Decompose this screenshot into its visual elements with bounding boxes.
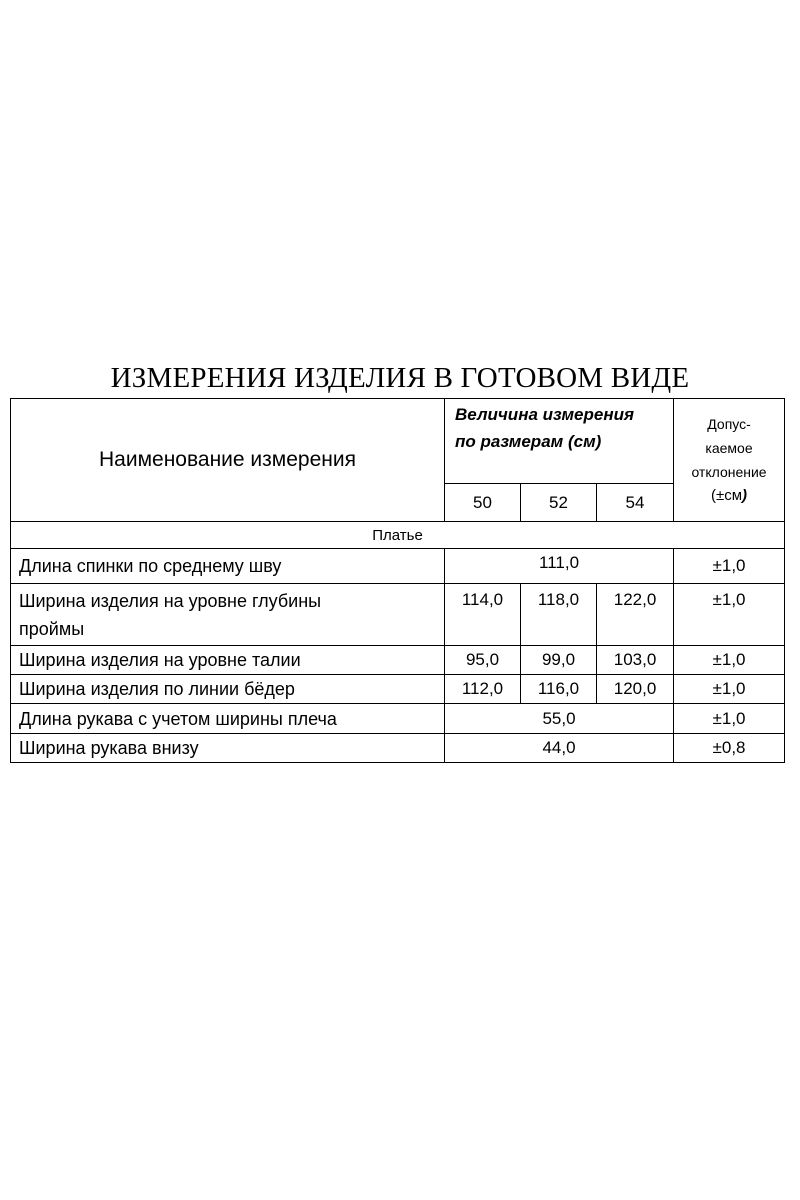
tolerance-unit-open: (±см xyxy=(711,487,743,504)
measurement-value: 95,0 xyxy=(445,646,521,675)
measurement-tolerance: ±1,0 xyxy=(674,646,785,675)
section-row xyxy=(11,522,785,549)
tolerance-header-line1: Допус- xyxy=(707,416,751,432)
measurement-value: 55,0 xyxy=(445,704,674,734)
table-row xyxy=(11,549,785,584)
table-row xyxy=(11,646,785,675)
measurement-name: Длина спинки по среднему шву xyxy=(11,549,445,584)
table-row xyxy=(11,584,785,646)
measurement-name-header-label: Наименование измерения xyxy=(99,448,356,471)
measurement-name: Ширина изделия на уровне талии xyxy=(11,646,445,675)
size-52: 52 xyxy=(521,484,597,522)
section-label: Платье xyxy=(11,522,785,549)
measurement-value: 44,0 xyxy=(445,734,674,763)
measurement-value: 116,0 xyxy=(521,675,597,704)
size-54: 54 xyxy=(597,484,674,522)
value-header-line1: Величина измерения xyxy=(455,405,635,424)
measurement-value: 112,0 xyxy=(445,675,521,704)
tolerance-header-line3: отклонение xyxy=(691,464,767,480)
document-title: ИЗМЕРЕНИЯ ИЗДЕЛИЯ В ГОТОВОМ ВИДЕ xyxy=(110,362,690,394)
measurement-value: 111,0 xyxy=(445,549,674,584)
measurements-table xyxy=(10,398,785,763)
tolerance-header xyxy=(674,399,785,522)
measurement-value: 114,0 xyxy=(445,584,521,646)
measurement-tolerance: ±1,0 xyxy=(674,584,785,646)
measurement-value: 103,0 xyxy=(597,646,674,675)
measurement-name: Ширина изделия по линии бёдер xyxy=(11,675,445,704)
measurement-value: 118,0 xyxy=(521,584,597,646)
measurement-value: 120,0 xyxy=(597,675,674,704)
tolerance-header-line2: каемое xyxy=(705,440,753,456)
size-50: 50 xyxy=(445,484,521,522)
tolerance-unit-close: ) xyxy=(742,487,748,504)
table-row xyxy=(11,675,785,704)
measurement-name-line2: проймы xyxy=(19,618,85,639)
measurement-name: Ширина рукава внизу xyxy=(11,734,445,763)
measurement-tolerance: ±1,0 xyxy=(674,675,785,704)
measurement-name-header xyxy=(11,399,445,522)
measurement-value: 122,0 xyxy=(597,584,674,646)
measurement-name xyxy=(11,584,445,646)
measurement-name: Длина рукава с учетом ширины плеча xyxy=(11,704,445,734)
table-row xyxy=(11,734,785,763)
table-row xyxy=(11,704,785,734)
header-row xyxy=(11,399,785,484)
measurement-value: 99,0 xyxy=(521,646,597,675)
measurement-tolerance: ±0,8 xyxy=(674,734,785,763)
measurement-name-line1: Ширина изделия на уровне глубины xyxy=(19,590,322,611)
value-header-line2: по размерам (см) xyxy=(455,432,602,451)
tolerance-unit xyxy=(674,484,784,508)
measurement-tolerance: ±1,0 xyxy=(674,549,785,584)
measurement-tolerance: ±1,0 xyxy=(674,704,785,734)
measurement-value-header xyxy=(445,399,674,484)
